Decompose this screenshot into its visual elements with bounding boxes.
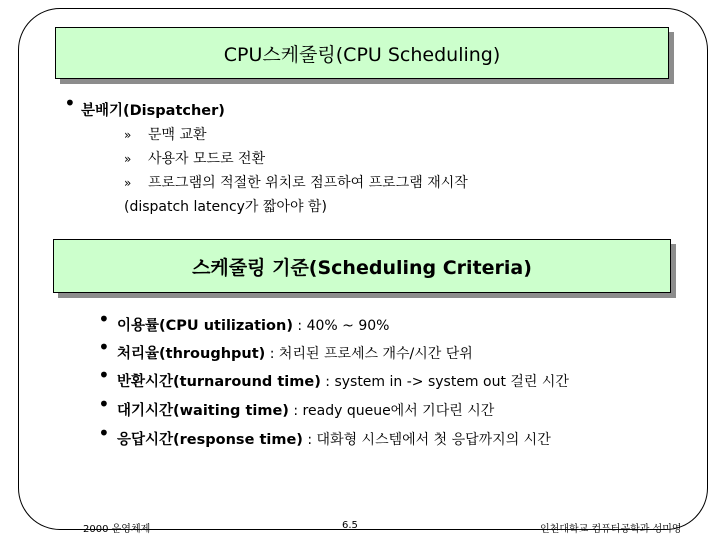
criteria-term: 반환시간(turnaround time) [117, 374, 321, 390]
footer-author: 인천대학교 컴퓨터공학과 성미영 [540, 524, 682, 535]
criteria-desc: : 대화형 시스템에서 첫 응답까지의 시간 [302, 432, 551, 448]
bullet-icon: • [98, 363, 110, 387]
criteria-term: 이용률(CPU utilization) [117, 318, 293, 334]
bullet-icon: • [98, 392, 110, 416]
footer-page-number: 6.5 [342, 520, 358, 531]
chevron-right-icon: » [124, 152, 132, 166]
criteria-desc: : system in -> system out 걸린 시간 [320, 374, 569, 390]
slide-title-text: CPU스케줄링(CPU Scheduling) [223, 43, 501, 66]
footer-course: 2000 운영체제 [83, 524, 151, 535]
criteria-term: 응답시간(response time) [117, 432, 303, 448]
dispatcher-item: » 사용자 모드로 전환 [124, 151, 266, 167]
bullet-icon: • [64, 91, 76, 115]
bullet-icon: • [98, 335, 110, 359]
dispatcher-heading: 분배기(Dispatcher) [81, 103, 225, 119]
chevron-right-icon: » [124, 128, 132, 142]
bullet-icon: • [98, 307, 110, 331]
criteria-desc: : 처리된 프로세스 개수/시간 단위 [265, 346, 473, 362]
criteria-title-text: 스케줄링 기준(Scheduling Criteria) [192, 256, 532, 279]
criteria-title [53, 239, 671, 293]
criteria-desc: : ready queue에서 기다린 시간 [288, 403, 495, 419]
criteria-term: 대기시간(waiting time) [117, 403, 289, 419]
criteria-desc: : 40% ~ 90% [292, 318, 390, 334]
dispatcher-item: » 프로그램의 적절한 위치로 점프하여 프로그램 재시작 [124, 175, 468, 191]
chevron-right-icon: » [124, 176, 132, 190]
criteria-term: 처리율(throughput) [117, 346, 266, 362]
dispatcher-note: (dispatch latency가 짧아야 함) [124, 199, 327, 215]
dispatcher-item: » 문맥 교환 [124, 127, 207, 143]
bullet-icon: • [98, 421, 110, 445]
slide-title [55, 27, 669, 79]
